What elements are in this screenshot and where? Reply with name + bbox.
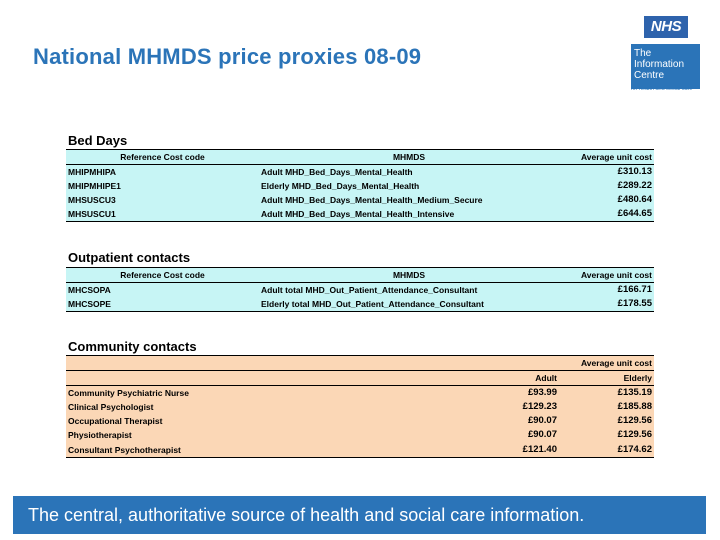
table-group-header-row bbox=[66, 356, 654, 371]
elderly-cost-cell: £135.19 bbox=[559, 386, 654, 401]
table-row bbox=[66, 443, 654, 458]
unit-cost-cell: £289.22 bbox=[559, 179, 654, 193]
col-header-ref-code: Reference Cost code bbox=[66, 150, 259, 165]
outpatient-table bbox=[66, 267, 654, 312]
ref-code-cell: MHIPMHIPA bbox=[66, 165, 259, 180]
logo-line-1: The bbox=[634, 48, 652, 59]
col-header-elderly: Elderly bbox=[559, 371, 654, 386]
role-cell: Physiotherapist bbox=[66, 428, 459, 442]
role-cell: Community Psychiatric Nurse bbox=[66, 386, 459, 401]
adult-cost-cell: £90.07 bbox=[459, 414, 559, 428]
bed-days-table bbox=[66, 149, 654, 222]
table-row bbox=[66, 414, 654, 428]
ref-code-cell: MHCSOPA bbox=[66, 283, 259, 298]
unit-cost-cell: £178.55 bbox=[559, 297, 654, 312]
mhmds-cell: Adult MHD_Bed_Days_Mental_Health bbox=[259, 165, 559, 180]
table-row bbox=[66, 193, 654, 207]
ic-logo-box bbox=[631, 44, 700, 89]
adult-cost-cell: £93.99 bbox=[459, 386, 559, 401]
table-row bbox=[66, 428, 654, 442]
table-row bbox=[66, 283, 654, 298]
mhmds-cell: Adult MHD_Bed_Days_Mental_Health_Intensive bbox=[259, 207, 559, 222]
col-header-unit-cost: Average unit cost bbox=[559, 150, 654, 165]
unit-cost-cell: £310.13 bbox=[559, 165, 654, 180]
mhmds-cell: Elderly total MHD_Out_Patient_Attendance_Consultant bbox=[259, 297, 559, 312]
unit-cost-cell: £480.64 bbox=[559, 193, 654, 207]
logo-tagline: for health and social care bbox=[631, 86, 693, 92]
table-header-row bbox=[66, 150, 654, 165]
col-header-adult: Adult bbox=[459, 371, 559, 386]
community-title: Community contacts bbox=[68, 339, 197, 354]
col-header-ref-code: Reference Cost code bbox=[66, 268, 259, 283]
table-row bbox=[66, 386, 654, 401]
ref-code-cell: MHIPMHIPE1 bbox=[66, 179, 259, 193]
mhmds-cell: Adult MHD_Bed_Days_Mental_Health_Medium_Secure bbox=[259, 193, 559, 207]
nhs-logo: NHS bbox=[644, 16, 688, 38]
outpatient-title: Outpatient contacts bbox=[68, 250, 191, 265]
logo-line-3: Centre bbox=[634, 70, 665, 81]
table-row bbox=[66, 207, 654, 222]
role-cell: Consultant Psychotherapist bbox=[66, 443, 459, 458]
footer-banner: The central, authoritative source of health and social care information. bbox=[13, 496, 706, 534]
role-cell: Occupational Therapist bbox=[66, 414, 459, 428]
col-header-mhmds: MHMDS bbox=[259, 268, 559, 283]
logo-line-2: Information bbox=[634, 59, 685, 70]
elderly-cost-cell: £129.56 bbox=[559, 414, 654, 428]
col-group-header-unit-cost: Average unit cost bbox=[459, 356, 654, 371]
table-row bbox=[66, 165, 654, 180]
adult-cost-cell: £90.07 bbox=[459, 428, 559, 442]
unit-cost-cell: £644.65 bbox=[559, 207, 654, 222]
ref-code-cell: MHSUSCU1 bbox=[66, 207, 259, 222]
col-header-unit-cost: Average unit cost bbox=[559, 268, 654, 283]
ref-code-cell: MHSUSCU3 bbox=[66, 193, 259, 207]
mhmds-cell: Elderly MHD_Bed_Days_Mental_Health bbox=[259, 179, 559, 193]
elderly-cost-cell: £129.56 bbox=[559, 428, 654, 442]
col-header-mhmds: MHMDS bbox=[259, 150, 559, 165]
ref-code-cell: MHCSOPE bbox=[66, 297, 259, 312]
table-header-row bbox=[66, 371, 654, 386]
adult-cost-cell: £121.40 bbox=[459, 443, 559, 458]
elderly-cost-cell: £185.88 bbox=[559, 400, 654, 414]
community-table bbox=[66, 355, 654, 458]
table-row bbox=[66, 400, 654, 414]
table-row bbox=[66, 297, 654, 312]
bed-days-title: Bed Days bbox=[68, 133, 128, 148]
table-header-row bbox=[66, 268, 654, 283]
table-row bbox=[66, 179, 654, 193]
adult-cost-cell: £129.23 bbox=[459, 400, 559, 414]
role-cell: Clinical Psychologist bbox=[66, 400, 459, 414]
mhmds-cell: Adult total MHD_Out_Patient_Attendance_Consultant bbox=[259, 283, 559, 298]
unit-cost-cell: £166.71 bbox=[559, 283, 654, 298]
page-title: National MHMDS price proxies 08-09 bbox=[33, 44, 422, 69]
information-centre-logo bbox=[628, 16, 704, 96]
elderly-cost-cell: £174.62 bbox=[559, 443, 654, 458]
